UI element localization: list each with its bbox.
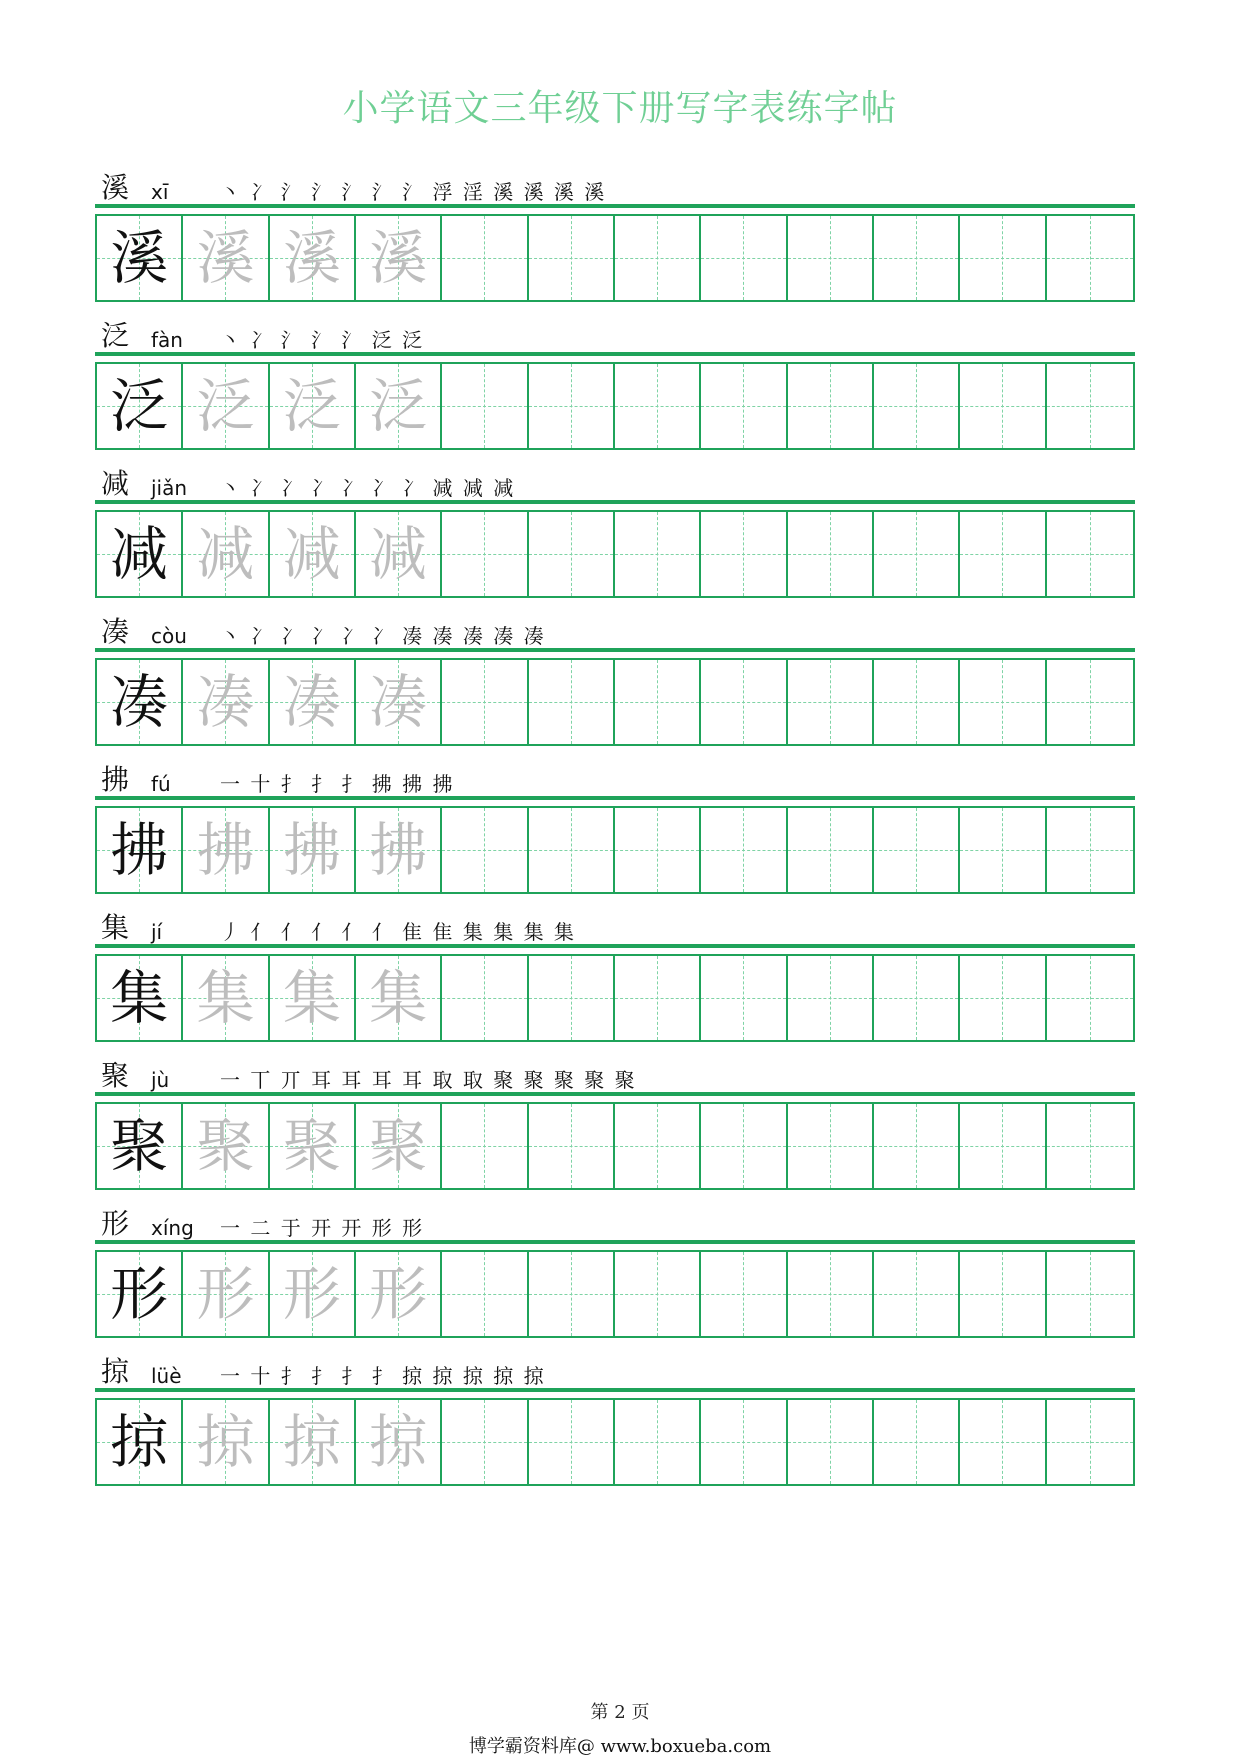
trace-cell	[356, 660, 442, 744]
character-block	[95, 316, 1135, 466]
trace-cell	[356, 1252, 442, 1336]
trace-character: 聚	[369, 1112, 428, 1180]
model-character: 聚	[110, 1112, 169, 1180]
blank-cell[interactable]	[701, 1400, 787, 1484]
trace-character: 泛	[196, 372, 255, 440]
trace-cell	[270, 660, 356, 744]
header-rule	[95, 352, 1135, 356]
character-header	[95, 464, 1135, 504]
pinyin: jiǎn	[151, 476, 188, 500]
header-character: 溪	[101, 171, 130, 204]
blank-cell[interactable]	[874, 660, 960, 744]
pinyin: jí	[151, 920, 163, 944]
trace-character: 拂	[369, 816, 428, 884]
trace-cell	[270, 364, 356, 448]
pinyin: xī	[151, 180, 169, 204]
blank-cell[interactable]	[615, 1104, 701, 1188]
stroke-order: 丶 冫 冫 冫 冫 冫 冫 减 减 减	[220, 476, 516, 500]
blank-cell[interactable]	[442, 216, 528, 300]
blank-cell[interactable]	[442, 956, 528, 1040]
blank-cell[interactable]	[442, 1400, 528, 1484]
trace-cell	[356, 1104, 442, 1188]
practice-grid-row	[95, 954, 1135, 1042]
blank-cell[interactable]	[960, 512, 1046, 596]
blank-cell[interactable]	[1047, 660, 1133, 744]
trace-character: 掠	[196, 1408, 255, 1476]
pinyin: fàn	[151, 328, 183, 352]
header-rule	[95, 1240, 1135, 1244]
blank-cell[interactable]	[701, 660, 787, 744]
character-block	[95, 1352, 1135, 1502]
blank-cell[interactable]	[701, 808, 787, 892]
trace-cell	[270, 808, 356, 892]
trace-cell	[183, 660, 269, 744]
blank-cell[interactable]	[529, 808, 615, 892]
trace-cell	[356, 512, 442, 596]
trace-character: 掠	[369, 1408, 428, 1476]
pinyin: lüè	[151, 1364, 182, 1388]
trace-cell	[356, 956, 442, 1040]
character-header	[95, 1204, 1135, 1244]
blank-cell[interactable]	[442, 1252, 528, 1336]
practice-grid-row	[95, 1102, 1135, 1190]
header-rule	[95, 796, 1135, 800]
trace-cell	[270, 1252, 356, 1336]
blank-cell[interactable]	[442, 512, 528, 596]
page-number: 第 2 页	[590, 1702, 650, 1723]
trace-character: 减	[369, 520, 428, 588]
blank-cell[interactable]	[1047, 956, 1133, 1040]
blank-cell[interactable]	[960, 956, 1046, 1040]
trace-cell	[356, 364, 442, 448]
header-character: 凑	[101, 615, 130, 648]
trace-character: 集	[282, 964, 341, 1032]
model-cell	[97, 364, 183, 448]
trace-character: 减	[282, 520, 341, 588]
trace-character: 泛	[282, 372, 341, 440]
blank-cell[interactable]	[960, 808, 1046, 892]
header-character: 减	[101, 467, 130, 500]
blank-cell[interactable]	[442, 808, 528, 892]
blank-cell[interactable]	[1047, 364, 1133, 448]
practice-grid-row	[95, 214, 1135, 302]
header-rule	[95, 204, 1135, 208]
character-block	[95, 760, 1135, 910]
character-header	[95, 1056, 1135, 1096]
blank-cell[interactable]	[615, 216, 701, 300]
trace-character: 拂	[196, 816, 255, 884]
pinyin: còu	[151, 624, 187, 648]
blank-cell[interactable]	[874, 512, 960, 596]
stroke-order: 丿 亻 亻 亻 亻 亻 隹 隹 集 集 集 集	[220, 920, 576, 944]
blank-cell[interactable]	[442, 364, 528, 448]
character-block	[95, 464, 1135, 614]
practice-grid-row	[95, 510, 1135, 598]
trace-character: 减	[196, 520, 255, 588]
trace-character: 泛	[369, 372, 428, 440]
blank-cell[interactable]	[442, 660, 528, 744]
character-header	[95, 168, 1135, 208]
trace-cell	[270, 216, 356, 300]
trace-cell	[183, 956, 269, 1040]
blank-cell[interactable]	[529, 1104, 615, 1188]
blank-cell[interactable]	[529, 660, 615, 744]
blank-cell[interactable]	[874, 216, 960, 300]
practice-grid-row	[95, 1398, 1135, 1486]
blank-cell[interactable]	[615, 1252, 701, 1336]
blank-cell[interactable]	[529, 1252, 615, 1336]
trace-character: 掠	[282, 1408, 341, 1476]
character-header	[95, 760, 1135, 800]
character-header	[95, 612, 1135, 652]
character-block	[95, 1204, 1135, 1354]
character-header	[95, 1352, 1135, 1392]
trace-character: 集	[196, 964, 255, 1032]
trace-cell	[356, 1400, 442, 1484]
trace-cell	[183, 1104, 269, 1188]
page-title: 小学语文三年级下册写字表练字帖	[342, 88, 898, 129]
header-character: 拂	[101, 763, 130, 796]
blank-cell[interactable]	[615, 512, 701, 596]
trace-cell	[270, 1400, 356, 1484]
blank-cell[interactable]	[1047, 1400, 1133, 1484]
header-character: 集	[101, 911, 130, 944]
stroke-order: 一 十 扌 扌 扌 扌 掠 掠 掠 掠 掠	[220, 1364, 546, 1388]
trace-cell	[270, 956, 356, 1040]
blank-cell[interactable]	[1047, 512, 1133, 596]
model-character: 泛	[110, 372, 169, 440]
character-block	[95, 612, 1135, 762]
trace-cell	[183, 216, 269, 300]
trace-cell	[270, 512, 356, 596]
blank-cell[interactable]	[1047, 808, 1133, 892]
practice-grid-row	[95, 362, 1135, 450]
trace-character: 聚	[282, 1112, 341, 1180]
blank-cell[interactable]	[529, 364, 615, 448]
trace-character: 凑	[196, 668, 255, 736]
trace-character: 凑	[282, 668, 341, 736]
pinyin: xíng	[151, 1216, 194, 1240]
model-cell	[97, 512, 183, 596]
blank-cell[interactable]	[701, 512, 787, 596]
stroke-order: 丶 冫 氵 氵 氵 氵 氵 浮 淫 溪 溪 溪 溪	[220, 180, 607, 204]
blank-cell[interactable]	[1047, 216, 1133, 300]
blank-cell[interactable]	[529, 512, 615, 596]
footer-source: 博学霸资料库@ www.boxueba.com	[468, 1736, 772, 1757]
trace-character: 集	[369, 964, 428, 1032]
model-character: 掠	[110, 1408, 169, 1476]
model-character: 凑	[110, 668, 169, 736]
blank-cell[interactable]	[788, 512, 874, 596]
header-rule	[95, 500, 1135, 504]
model-character: 集	[110, 964, 169, 1032]
blank-cell[interactable]	[1047, 1104, 1133, 1188]
header-character: 形	[101, 1207, 130, 1240]
blank-cell[interactable]	[701, 956, 787, 1040]
blank-cell[interactable]	[874, 1400, 960, 1484]
trace-character: 溪	[196, 224, 255, 292]
header-rule	[95, 1092, 1135, 1096]
blank-cell[interactable]	[701, 216, 787, 300]
character-block	[95, 1056, 1135, 1206]
model-cell	[97, 808, 183, 892]
trace-character: 溪	[282, 224, 341, 292]
character-block	[95, 908, 1135, 1058]
trace-cell	[356, 216, 442, 300]
trace-character: 聚	[196, 1112, 255, 1180]
trace-cell	[183, 1400, 269, 1484]
blank-cell[interactable]	[960, 216, 1046, 300]
blank-cell[interactable]	[874, 1104, 960, 1188]
pinyin: fú	[151, 772, 171, 796]
blank-cell[interactable]	[874, 1252, 960, 1336]
blank-cell[interactable]	[701, 364, 787, 448]
practice-grid-row	[95, 1250, 1135, 1338]
header-character: 掠	[101, 1355, 130, 1388]
stroke-order: 丶 冫 氵 氵 氵 泛 泛	[220, 328, 425, 352]
character-header	[95, 908, 1135, 948]
blank-cell[interactable]	[529, 216, 615, 300]
header-character: 聚	[101, 1059, 130, 1092]
blank-cell[interactable]	[788, 1104, 874, 1188]
blank-cell[interactable]	[615, 1400, 701, 1484]
header-rule	[95, 1388, 1135, 1392]
header-character: 泛	[101, 319, 130, 352]
trace-cell	[356, 808, 442, 892]
trace-character: 拂	[282, 816, 341, 884]
model-cell	[97, 1104, 183, 1188]
blank-cell[interactable]	[874, 956, 960, 1040]
model-cell	[97, 1400, 183, 1484]
blank-cell[interactable]	[788, 216, 874, 300]
blank-cell[interactable]	[529, 956, 615, 1040]
blank-cell[interactable]	[1047, 1252, 1133, 1336]
model-character: 拂	[110, 816, 169, 884]
stroke-order: 一 二 于 开 开 形 形	[220, 1216, 425, 1240]
character-header	[95, 316, 1135, 356]
blank-cell[interactable]	[960, 660, 1046, 744]
blank-cell[interactable]	[442, 1104, 528, 1188]
blank-cell[interactable]	[615, 956, 701, 1040]
header-rule	[95, 944, 1135, 948]
blank-cell[interactable]	[874, 808, 960, 892]
blank-cell[interactable]	[960, 1252, 1046, 1336]
blank-cell[interactable]	[788, 1400, 874, 1484]
blank-cell[interactable]	[788, 1252, 874, 1336]
trace-character: 形	[282, 1260, 341, 1328]
blank-cell[interactable]	[788, 660, 874, 744]
model-cell	[97, 216, 183, 300]
blank-cell[interactable]	[615, 808, 701, 892]
blank-cell[interactable]	[960, 1104, 1046, 1188]
trace-character: 溪	[369, 224, 428, 292]
model-cell	[97, 1252, 183, 1336]
blank-cell[interactable]	[960, 1400, 1046, 1484]
blank-cell[interactable]	[874, 364, 960, 448]
stroke-order: 丶 冫 冫 冫 冫 冫 凑 凑 凑 凑 凑	[220, 624, 546, 648]
trace-cell	[183, 364, 269, 448]
trace-cell	[183, 512, 269, 596]
pinyin: jù	[151, 1068, 170, 1092]
trace-character: 凑	[369, 668, 428, 736]
model-cell	[97, 660, 183, 744]
trace-cell	[270, 1104, 356, 1188]
trace-character: 形	[369, 1260, 428, 1328]
trace-cell	[183, 1252, 269, 1336]
blank-cell[interactable]	[615, 364, 701, 448]
character-block	[95, 168, 1135, 318]
blank-cell[interactable]	[788, 956, 874, 1040]
trace-cell	[183, 808, 269, 892]
model-character: 溪	[110, 224, 169, 292]
blank-cell[interactable]	[701, 1252, 787, 1336]
stroke-order: 一 丅 丌 耳 耳 耳 耳 取 取 聚 聚 聚 聚 聚	[220, 1068, 637, 1092]
practice-grid-row	[95, 806, 1135, 894]
header-rule	[95, 648, 1135, 652]
blank-cell[interactable]	[701, 1104, 787, 1188]
blank-cell[interactable]	[788, 364, 874, 448]
model-cell	[97, 956, 183, 1040]
stroke-order: 一 十 扌 扌 扌 拂 拂 拂	[220, 772, 455, 796]
model-character: 减	[110, 520, 169, 588]
blank-cell[interactable]	[615, 660, 701, 744]
blank-cell[interactable]	[529, 1400, 615, 1484]
practice-grid-row	[95, 658, 1135, 746]
trace-character: 形	[196, 1260, 255, 1328]
blank-cell[interactable]	[788, 808, 874, 892]
model-character: 形	[110, 1260, 169, 1328]
blank-cell[interactable]	[960, 364, 1046, 448]
